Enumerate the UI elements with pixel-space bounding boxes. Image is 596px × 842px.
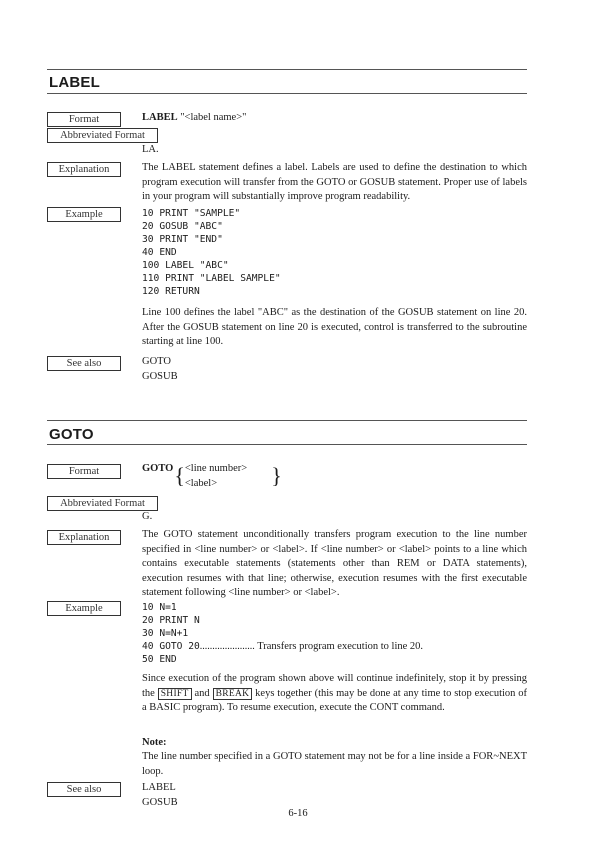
code-comment: Transfers program execution to line 20. [257, 641, 424, 652]
stop-and: and [194, 687, 210, 699]
explanation-text: The GOTO statement unconditionally transfers program execution to the line number specified in <line number> or <label>. If <line number> or <label> points to a line which contains executable statements (statements other than REM or DATA statements), execution resumes with that line; otherwise, execution resumes with the first executable statement following <line number> or <label>. [142, 529, 527, 598]
code-line: 10 N=1 [142, 602, 177, 613]
top-rule [47, 69, 527, 70]
shift-key: SHIFT [158, 688, 192, 700]
section-rule [47, 420, 527, 421]
abbrev-tag: Abbreviated Format [47, 496, 158, 511]
abbrev-format: LA. [142, 144, 159, 155]
code-line: 20 GOSUB "ABC" [142, 221, 223, 232]
explanation-tag: Explanation [47, 162, 121, 177]
format-tag: Format [47, 112, 121, 127]
format-tag: Format [47, 464, 121, 479]
format-syntax [142, 111, 527, 126]
example-tag: Example [47, 601, 121, 616]
page-number: 6-16 [288, 808, 308, 819]
right-brace: } [271, 463, 282, 488]
example-tag: Example [47, 207, 121, 222]
abbrev-format: G. [142, 511, 153, 522]
code-line: 30 PRINT "END" [142, 234, 223, 245]
code-line-with-comment [142, 640, 527, 653]
see-also-tag: See also [47, 782, 121, 797]
see-also-item: GOSUB [142, 796, 178, 808]
see-also-item: GOTO [142, 356, 171, 367]
see-also-item: GOSUB [142, 370, 178, 382]
code-line: 100 LABEL "ABC" [142, 260, 229, 271]
format-args: "<label name>" [177, 112, 247, 123]
code-line: 40 END [142, 247, 177, 258]
see-also-item: LABEL [142, 782, 176, 793]
code-line: 120 RETURN [142, 286, 200, 297]
format-keyword: LABEL [142, 112, 178, 123]
code-line: 10 PRINT "SAMPLE" [142, 208, 241, 219]
code-line: 30 N=N+1 [142, 628, 189, 639]
note-heading: Note: [142, 737, 167, 748]
explanation-text: The LABEL statement defines a label. Labels are used to define the destination to which program execution will transfer from the GOTO or GOSUB statement. Proper use of labels in your program will substantially improve program readability. [142, 162, 527, 202]
left-brace: { [174, 463, 185, 488]
break-key: BREAK [213, 688, 253, 700]
note-text: The line number specified in a GOTO statement may not be for a line inside a FOR~NEXT loop. [142, 751, 527, 777]
abbrev-tag: Abbreviated Format [47, 128, 158, 143]
code-line: 110 PRINT "LABEL SAMPLE" [142, 273, 281, 284]
see-also-list [142, 781, 527, 810]
format-option: <line number> [184, 463, 248, 474]
example-note: Line 100 defines the label "ABC" as the destination of the GOSUB statement on line 20. After the GOSUB statement on line 20 is executed, control is transferred to the subroutine starting at line 100. [142, 307, 527, 347]
format-syntax [142, 462, 527, 491]
title-underline [47, 444, 527, 445]
format-options [185, 462, 247, 491]
stop-text: Since execution of the program shown above will continue indefinitely, stop it by pressing the [142, 673, 527, 699]
code-line: 50 END [142, 654, 177, 665]
leader-dots: ...................... [199, 641, 255, 652]
format-keyword: GOTO [142, 463, 174, 474]
title-underline [47, 93, 527, 94]
example-code [142, 207, 527, 298]
see-also-list [142, 355, 527, 384]
stop-instructions [142, 672, 527, 716]
see-also-tag: See also [47, 356, 121, 371]
code-text: 40 GOTO 20 [142, 641, 200, 652]
section-title-label: LABEL [49, 74, 100, 91]
format-option: <label> [184, 477, 218, 489]
stop-text: keys together (this may be done at any time to stop execution of a BASIC program). To resume execution, execute the CONT command. [142, 687, 528, 713]
code-line: 20 PRINT N [142, 615, 200, 626]
section-title-goto: GOTO [49, 426, 94, 443]
example-code [142, 601, 527, 666]
explanation-tag: Explanation [47, 530, 121, 545]
